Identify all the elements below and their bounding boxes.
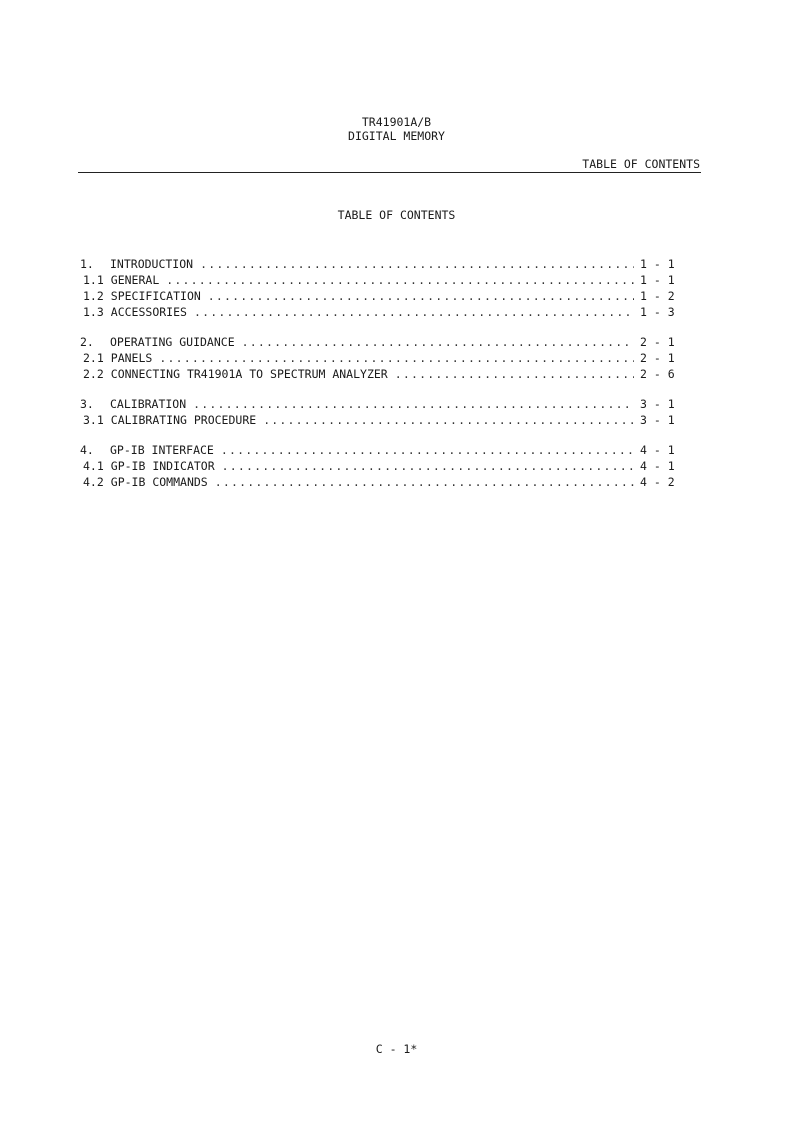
entry-title: CALIBRATION <box>110 397 187 411</box>
toc-group <box>80 396 700 428</box>
toc-group <box>80 334 700 382</box>
dot-leader <box>208 288 634 304</box>
entry-page: 3 - 1 <box>640 397 675 411</box>
entry-number: 3.1 <box>83 413 104 427</box>
toc-entry <box>80 474 700 490</box>
entry-number: 2.1 <box>83 351 104 365</box>
dot-leader <box>215 474 634 490</box>
entry-page: 2 - 6 <box>640 367 675 381</box>
entry-page: 4 - 1 <box>640 443 675 457</box>
entry-title: GP-IB INTERFACE <box>110 443 214 457</box>
toc-entry <box>80 272 700 288</box>
entry-title: CALIBRATING PROCEDURE <box>110 413 257 427</box>
dot-leader <box>159 350 634 366</box>
toc-entry <box>80 442 700 458</box>
entry-number: 2.2 <box>83 367 104 381</box>
toc-entry <box>80 412 700 428</box>
entry-title: PANELS <box>110 351 153 365</box>
section-label: TABLE OF CONTENTS <box>582 157 700 171</box>
toc-group <box>80 442 700 490</box>
dot-leader <box>194 304 634 320</box>
entry-number: 4. <box>80 443 94 457</box>
entry-page: 1 - 1 <box>640 257 675 271</box>
entry-page: 4 - 1 <box>640 459 675 473</box>
toc-entry <box>80 304 700 320</box>
toc-entry <box>80 458 700 474</box>
entry-number: 3. <box>80 397 94 411</box>
entry-title: GP-IB INDICATOR <box>110 459 215 473</box>
entry-number: 2. <box>80 335 94 349</box>
toc-entry <box>80 396 700 412</box>
dot-leader <box>166 272 634 288</box>
dot-leader <box>193 396 634 412</box>
toc-entry <box>80 366 700 382</box>
entry-page: 1 - 2 <box>640 289 675 303</box>
entry-title: GENERAL <box>110 273 160 287</box>
entry-number: 1.2 <box>83 289 104 303</box>
toc-entry <box>80 334 700 350</box>
entry-title: SPECIFICATION <box>110 289 201 303</box>
dot-leader <box>222 458 634 474</box>
header-rule <box>78 172 701 173</box>
dot-leader <box>395 366 634 382</box>
dot-leader <box>242 334 634 350</box>
entry-number: 1.3 <box>83 305 104 319</box>
entry-number: 4.2 <box>83 475 104 489</box>
toc-entry <box>80 288 700 304</box>
toc-entry <box>80 350 700 366</box>
entry-title: OPERATING GUIDANCE <box>110 335 235 349</box>
entry-number: 1.1 <box>83 273 104 287</box>
page-number: C - 1* <box>375 1042 418 1056</box>
entry-title: ACCESSORIES <box>110 305 187 319</box>
entry-number: 4.1 <box>83 459 104 473</box>
entry-number: 1. <box>80 257 94 271</box>
entry-title: GP-IB COMMANDS <box>110 475 208 489</box>
document-header <box>0 115 793 143</box>
dot-leader <box>221 442 634 458</box>
entry-page: 1 - 3 <box>640 305 675 319</box>
entry-page: 1 - 1 <box>640 273 675 287</box>
dot-leader <box>263 412 634 428</box>
entry-title: CONNECTING TR41901A TO SPECTRUM ANALYZER <box>110 367 388 381</box>
entry-page: 2 - 1 <box>640 335 675 349</box>
entry-page: 4 - 2 <box>640 475 675 489</box>
table-of-contents <box>80 256 700 504</box>
dot-leader <box>200 256 634 272</box>
product-name: DIGITAL MEMORY <box>348 129 445 143</box>
entry-title: INTRODUCTION <box>110 257 194 271</box>
entry-page: 2 - 1 <box>640 351 675 365</box>
toc-heading: TABLE OF CONTENTS <box>337 208 456 222</box>
model-number: TR41901A/B <box>361 115 432 129</box>
entry-page: 3 - 1 <box>640 413 675 427</box>
toc-group <box>80 256 700 320</box>
toc-entry <box>80 256 700 272</box>
